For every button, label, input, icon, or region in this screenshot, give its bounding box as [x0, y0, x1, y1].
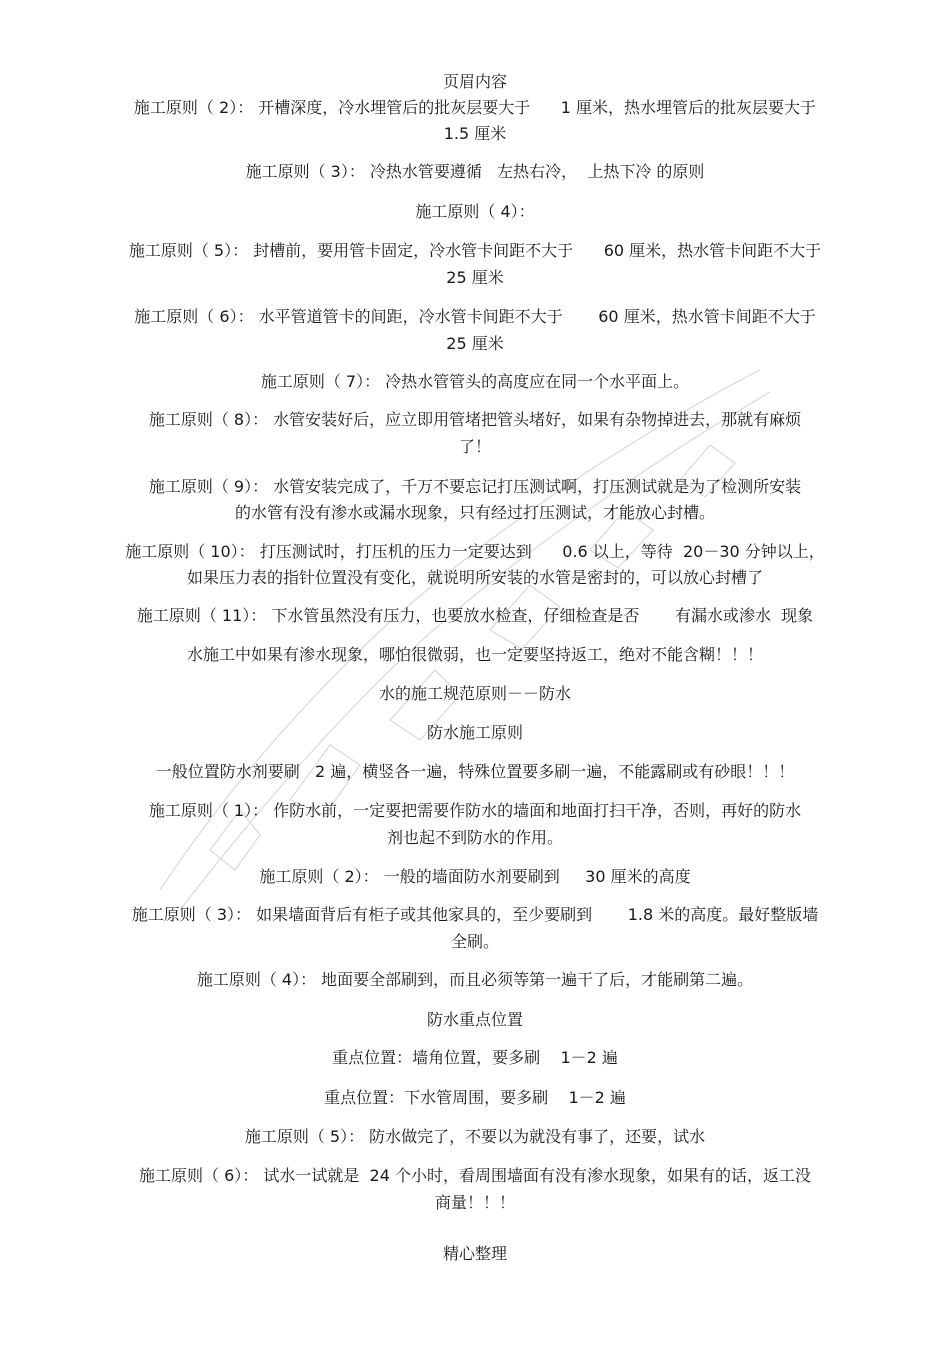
page-header: 页眉内容	[442, 72, 507, 91]
text-line: 全刷。	[450, 932, 499, 951]
section-heading: 防水施工原则	[426, 723, 523, 742]
text-line: 商量！！！	[434, 1193, 515, 1212]
section-heading: 水的施工规范原则－－防水	[378, 684, 571, 703]
section-heading: 防水重点位置	[426, 1010, 523, 1029]
text-line: 了！	[458, 437, 491, 456]
text-line: 施工原则（ 7）： 冷热水管管头的高度应在同一个水平面上。	[260, 372, 690, 391]
text-line: 施工原则（ 4）： 地面要全部刷到，而且必须等第一遍干了后，才能刷第二遍。	[196, 970, 754, 989]
text-line: 施工原则（ 1）： 作防水前，一定要把需要作防水的墙面和地面打扫干净，否则，再好的防水	[148, 801, 802, 820]
text-line: 施工原则（ 5）： 防水做完了，不要以为就没有事了，还要，试水	[244, 1127, 706, 1146]
text-line: 施工原则（ 8）： 水管安装好后，应立即用管堵把管头堵好，如果有杂物掉进去，那就有麻烦	[148, 410, 802, 429]
text-line: 水施工中如果有渗水现象，哪怕很微弱，也一定要坚持返工，绝对不能含糊！！！	[186, 645, 763, 664]
text-line: 一般位置防水剂要刷 2 遍，横竖各一遍，特殊位置要多刷一遍，不能露刷或有砂眼！！！	[155, 762, 795, 781]
text-line: 的水管有没有渗水或漏水现象，只有经过打压测试，才能放心封槽。	[234, 503, 715, 522]
text-line: 25 厘米	[446, 268, 504, 287]
text-line: 施工原则（ 2）： 开槽深度，冷水埋管后的批灰层要大于 1 厘米，热水埋管后的批灰层要大于	[133, 98, 817, 117]
text-line: 施工原则（ 10）： 打压测试时，打压机的压力一定要达到 0.6 以上，等待 20－30 分钟以上，	[125, 542, 825, 561]
text-line: 施工原则（ 3）： 如果墙面背后有柜子或其他家具的，至少要刷到 1.8 米的高度。最好整版墙	[131, 905, 819, 924]
text-line: 施工原则（ 9）： 水管安装完成了，千万不要忘记打压测试啊，打压测试就是为了检测所安装	[148, 477, 802, 496]
text-line: 施工原则（ 6）： 水平管道管卡的间距，冷水管卡间距不大于 60 厘米，热水管卡间距不大于	[134, 307, 816, 326]
text-line: 施工原则（ 4）：	[415, 202, 535, 221]
text-line: 施工原则（ 3）： 冷热水管要遵循 左热右冷， 上热下冷 的原则	[245, 162, 705, 181]
text-line: 重点位置：下水管周围，要多刷 1－2 遍	[324, 1088, 626, 1107]
text-line: 剂也起不到防水的作用。	[386, 828, 563, 847]
text-line: 施工原则（ 2）： 一般的墙面防水剂要刷到 30 厘米的高度	[259, 867, 691, 886]
text-line: 1.5 厘米	[443, 124, 507, 143]
text-line: 如果压力表的指针位置没有变化，就说明所安装的水管是密封的，可以放心封槽了	[186, 568, 763, 587]
text-line: 施工原则（ 5）： 封槽前，要用管卡固定，冷水管卡间距不大于 60 厘米，热水管卡间距不大于	[128, 241, 822, 260]
text-line: 施工原则（ 11）： 下水管虽然没有压力，也要放水检查，仔细检查是否 有漏水或渗水 现象	[136, 606, 814, 625]
page-footer: 精心整理	[442, 1244, 507, 1263]
text-line: 重点位置：墙角位置，要多刷 1－2 遍	[332, 1048, 618, 1067]
text-line: 25 厘米	[446, 334, 504, 353]
text-line: 施工原则（ 6）： 试水一试就是 24 个小时，看周围墙面有没有渗水现象，如果有的话，返工没	[139, 1166, 811, 1185]
